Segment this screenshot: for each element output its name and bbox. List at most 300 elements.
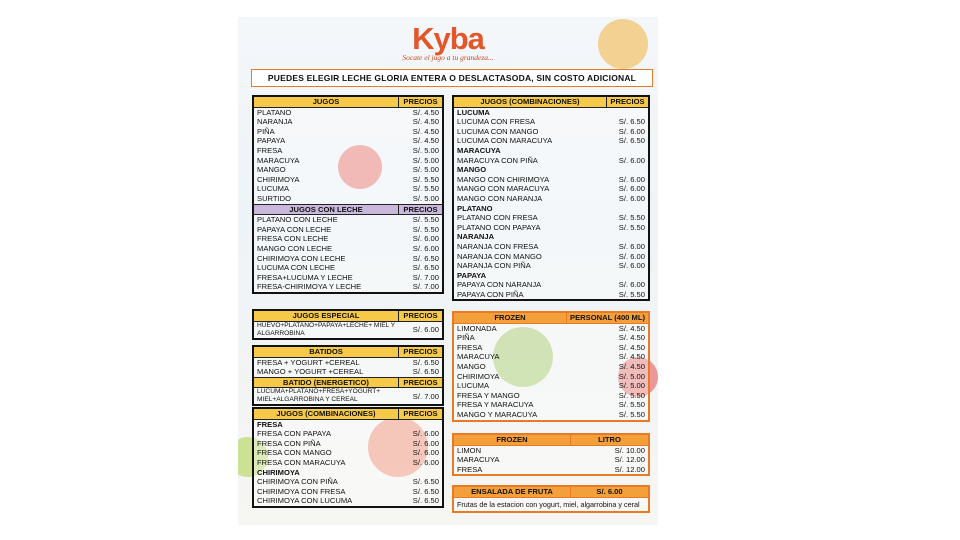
section-row — [453, 107, 649, 117]
currency-label: S/. — [412, 253, 423, 263]
price-cell — [607, 252, 650, 262]
menu-item-row — [453, 362, 649, 372]
price-cell — [567, 391, 649, 401]
section-label: NARANJA — [457, 232, 495, 242]
section-row — [453, 146, 649, 156]
currency-label: S/. — [618, 261, 629, 271]
item-name: SURTIDO — [257, 193, 292, 203]
item-price: 6.00 — [424, 448, 439, 458]
currency-label: S/. — [618, 390, 629, 400]
menu-item-row — [253, 487, 443, 497]
item-price: 6.50 — [424, 477, 439, 487]
currency-label: S/. — [412, 126, 423, 136]
currency-label: S/. — [412, 263, 423, 273]
price-cell — [567, 352, 649, 362]
price-cell — [399, 175, 444, 185]
item-price: 4.50 — [424, 107, 439, 117]
price-cell — [399, 263, 444, 273]
item-name: NARANJA CON MANGO — [457, 251, 542, 261]
item-price: 6.50 — [424, 367, 439, 377]
ensalada-description: Frutas de la estacion con yogurt, miel, algarrobina y ceral — [457, 499, 640, 509]
item-name: LUCUMA CON FRESA — [457, 117, 536, 127]
combinaciones-left-price-header: PRECIOS — [399, 408, 444, 419]
currency-label: S/. — [614, 445, 624, 455]
item-name: CHIRIMOYA CON PIÑA — [257, 477, 338, 487]
price-cell: S/. 7.00 — [412, 391, 439, 401]
currency-label: S/. — [618, 400, 629, 410]
price-cell — [567, 400, 649, 410]
price-cell — [399, 107, 444, 117]
item-name: FRESA CON PIÑA — [257, 438, 321, 448]
price-cell — [399, 496, 444, 507]
item-price: 4.50 — [630, 342, 645, 352]
menu-item-row — [453, 117, 649, 127]
currency-label: S/. — [618, 371, 629, 381]
item-price: 5.00 — [424, 145, 439, 155]
item-name: CHIRIMOYA — [457, 371, 500, 381]
menu-item-row — [253, 439, 443, 449]
ensalada-table — [452, 485, 650, 513]
combinaciones-right-table — [452, 95, 650, 301]
currency-label: S/. — [618, 352, 629, 362]
price-cell — [567, 333, 649, 343]
currency-label: S/. — [618, 409, 629, 419]
energetico-header: BATIDO (ENERGETICO) — [253, 377, 399, 388]
item-name: LUCUMA CON MARACUYA — [457, 136, 553, 146]
currency-label: S/. — [412, 486, 423, 496]
item-name: FRESA-CHIRIMOYA Y LECHE — [257, 282, 362, 292]
item-name: PLATANO CON FRESA — [457, 213, 538, 223]
item-price: 4.50 — [630, 323, 645, 333]
combinaciones-left-header: JUGOS (COMBINACIONES) — [253, 408, 399, 419]
menu-item-row — [453, 136, 649, 146]
item-price: 6.00 — [630, 184, 645, 194]
currency-label: S/. — [412, 324, 423, 334]
item-name: LUCUMA — [257, 184, 290, 194]
brand-tagline: Socate el jugo a tu grandeza... — [402, 53, 494, 62]
price-cell — [399, 165, 444, 175]
frozen-personal-size-header: PERSONAL (400 ML) — [567, 312, 649, 323]
combinaciones-right-header: JUGOS (COMBINACIONES) — [453, 96, 607, 107]
menu-item-row — [253, 107, 443, 117]
item-name: MANGO — [257, 165, 286, 175]
currency-label: S/. — [412, 117, 423, 127]
price-cell — [399, 184, 444, 194]
item-name: FRESA + YOGURT +CEREAL — [257, 357, 360, 367]
item-price: 6.00 — [630, 126, 645, 136]
menu-item-row — [253, 496, 443, 507]
currency-label: S/. — [412, 243, 423, 253]
item-price: 6.50 — [424, 263, 439, 273]
item-price: 5.50 — [424, 215, 439, 225]
item-name: MARACUYA — [457, 352, 500, 362]
price-cell — [607, 280, 650, 290]
currency-label: S/. — [618, 136, 629, 146]
currency-label: S/. — [412, 145, 423, 155]
frozen-personal-table — [452, 311, 650, 422]
item-name: FRESA Y MARACUYA — [457, 400, 534, 410]
milk-option-banner: PUEDES ELEGIR LECHE GLORIA ENTERA O DESLACTASODA, SIN COSTO ADICIONAL — [251, 69, 653, 87]
currency-label: S/. — [618, 342, 629, 352]
menu-item-row — [453, 175, 649, 185]
price-cell — [571, 455, 650, 465]
currency-label: S/. — [412, 457, 423, 467]
price-cell — [399, 146, 444, 156]
currency-label: S/. — [412, 429, 423, 439]
currency-label: S/. — [596, 487, 606, 496]
price-cell — [399, 458, 444, 468]
currency-label: S/. — [412, 391, 423, 401]
item-name: MANGO Y MARACUYA — [457, 409, 538, 419]
currency-label: S/. — [412, 184, 423, 194]
energetico-price-header: PRECIOS — [399, 377, 444, 388]
item-name: MARACUYA — [257, 155, 300, 165]
item-name: FRESA — [457, 342, 483, 352]
currency-label: S/. — [412, 282, 423, 292]
item-name: MANGO CON CHIRIMOYA — [457, 174, 550, 184]
section-label: CHIRIMOYA — [257, 467, 300, 477]
menu-item-row — [253, 458, 443, 468]
item-price: 5.00 — [630, 381, 645, 391]
item-name: MANGO + YOGURT +CEREAL — [257, 367, 364, 377]
price-cell — [607, 290, 650, 301]
menu-item-row — [453, 184, 649, 194]
menu-item-row — [453, 455, 649, 465]
menu-item-row — [453, 391, 649, 401]
item-price: 6.00 — [630, 155, 645, 165]
price-cell — [399, 156, 444, 166]
price-cell — [607, 213, 650, 223]
price-cell — [399, 477, 444, 487]
price-cell — [399, 194, 444, 204]
price-cell — [399, 244, 444, 254]
item-price: 6.00 — [630, 280, 645, 290]
price-cell — [399, 234, 444, 244]
price-cell — [399, 215, 444, 225]
menu-item-row — [453, 352, 649, 362]
currency-label: S/. — [618, 117, 629, 127]
currency-label: S/. — [618, 213, 629, 223]
item-name: LUCUMA CON MANGO — [457, 126, 539, 136]
price-cell — [567, 410, 649, 421]
menu-sheet — [238, 17, 658, 525]
section-label: FRESA — [257, 419, 283, 429]
section-label: LUCUMA — [457, 107, 490, 117]
currency-label: S/. — [412, 215, 423, 225]
item-price: 6.00 — [630, 261, 645, 271]
menu-item-row — [253, 282, 443, 293]
currency-label: S/. — [412, 448, 423, 458]
item-name: MANGO CON MARACUYA — [457, 184, 550, 194]
item-name: PLATANO — [257, 107, 292, 117]
price-cell — [399, 448, 444, 458]
price-cell — [567, 372, 649, 382]
menu-item-row — [253, 429, 443, 439]
price-cell — [607, 223, 650, 233]
item-name: PIÑA — [257, 126, 275, 136]
item-price: 5.50 — [424, 184, 439, 194]
item-name: PLATANO CON PAPAYA — [457, 222, 541, 232]
item-price: 10.00 — [625, 445, 645, 455]
price-cell — [399, 127, 444, 137]
currency-label: S/. — [412, 193, 423, 203]
jugos-price-header: PRECIOS — [399, 96, 444, 107]
currency-label: S/. — [618, 333, 629, 343]
price-cell — [607, 194, 650, 204]
section-row — [253, 468, 443, 478]
menu-item-row — [253, 263, 443, 273]
item-price: 6.50 — [424, 496, 439, 506]
currency-label: S/. — [618, 222, 629, 232]
brand-logo — [238, 23, 658, 62]
item-price: 6.00 — [630, 193, 645, 203]
item-price: 5.00 — [424, 165, 439, 175]
currency-label: S/. — [412, 107, 423, 117]
item-name: PLATANO CON LECHE — [257, 215, 338, 225]
item-name: PAPAYA — [257, 136, 286, 146]
menu-item-row — [253, 234, 443, 244]
item-name: MANGO CON NARANJA — [457, 193, 543, 203]
currency-label: S/. — [614, 464, 624, 474]
item-name: PAPAYA CON NARANJA — [457, 280, 542, 290]
menu-item-row — [253, 165, 443, 175]
section-label: MARACUYA — [457, 145, 501, 155]
item-name: FRESA CON MARACUYA — [257, 457, 346, 467]
item-name: MANGO CON LECHE — [257, 243, 333, 253]
item-price: 5.50 — [630, 390, 645, 400]
item-price: 5.00 — [424, 155, 439, 165]
price-cell — [399, 254, 444, 264]
price-cell — [607, 117, 650, 127]
item-name: FRESA CON PAPAYA — [257, 429, 332, 439]
currency-label: S/. — [412, 357, 423, 367]
menu-item-row — [253, 367, 443, 377]
menu-item-row — [253, 244, 443, 254]
menu-item-row — [253, 273, 443, 283]
item-price: 6.00 — [424, 457, 439, 467]
currency-label: S/. — [618, 174, 629, 184]
menu-item-row — [453, 261, 649, 271]
item-price: 6.00 — [424, 243, 439, 253]
combinaciones-right-price-header: PRECIOS — [607, 96, 650, 107]
price-cell — [567, 362, 649, 372]
item-name: NARANJA — [257, 117, 293, 127]
price-cell — [399, 429, 444, 439]
menu-item-row — [253, 194, 443, 204]
item-name: LUCUMA — [457, 381, 490, 391]
item-name: FRESA CON LECHE — [257, 234, 329, 244]
menu-item-row — [453, 156, 649, 166]
price-cell — [399, 487, 444, 497]
item-price: 6.00 — [424, 438, 439, 448]
menu-item-row — [253, 127, 443, 137]
section-row — [453, 204, 649, 214]
item-price: 6.50 — [424, 486, 439, 496]
frozen-litro-header: FROZEN — [453, 434, 571, 445]
item-price: 6.50 — [424, 357, 439, 367]
item-name: PAPAYA CON LECHE — [257, 224, 332, 234]
price-cell — [607, 127, 650, 137]
item-price: 5.00 — [630, 371, 645, 381]
item-name: CHIRIMOYA — [257, 174, 300, 184]
currency-label: S/. — [412, 367, 423, 377]
menu-item-row — [253, 184, 443, 194]
item-name: FRESA — [257, 145, 283, 155]
menu-item-row — [253, 357, 443, 367]
section-label: PLATANO — [457, 203, 493, 213]
menu-item-row — [253, 254, 443, 264]
item-price: 4.50 — [630, 333, 645, 343]
price-cell — [607, 156, 650, 166]
menu-item-row — [253, 146, 443, 156]
menu-item-row — [453, 333, 649, 343]
item-price: 6.00 — [424, 234, 439, 244]
menu-item-row — [453, 280, 649, 290]
price-cell — [399, 273, 444, 283]
currency-label: S/. — [412, 165, 423, 175]
currency-label: S/. — [412, 155, 423, 165]
item-price: 5.00 — [424, 193, 439, 203]
combinaciones-left-table — [252, 407, 444, 508]
item-price: 6.00 — [630, 251, 645, 261]
price-cell — [571, 445, 650, 455]
currency-label: S/. — [618, 361, 629, 371]
menu-item-row — [453, 400, 649, 410]
item-price: 5.50 — [630, 213, 645, 223]
item-price: 7.00 — [424, 282, 439, 292]
currency-label: S/. — [618, 184, 629, 194]
item-price: 5.50 — [424, 224, 439, 234]
brand-name: Kyba — [412, 21, 484, 56]
item-name: MANGO — [457, 361, 486, 371]
item-price: 4.50 — [424, 136, 439, 146]
item-name: LIMONADA — [457, 323, 497, 333]
frozen-litro-size-header: LITRO — [571, 434, 650, 445]
item-price: 5.50 — [630, 400, 645, 410]
menu-item-row — [453, 223, 649, 233]
item-price: 5.50 — [630, 222, 645, 232]
batidos-table — [252, 345, 444, 406]
item-price: 12.00 — [625, 464, 645, 474]
item-name: CHIRIMOYA CON FRESA — [257, 486, 346, 496]
menu-item-row — [453, 213, 649, 223]
currency-label: S/. — [412, 174, 423, 184]
item-price: 6.00 — [630, 174, 645, 184]
menu-item-row — [453, 323, 649, 333]
menu-item-row — [453, 252, 649, 262]
price-cell — [399, 439, 444, 449]
price-cell — [399, 357, 444, 367]
currency-label: S/. — [412, 234, 423, 244]
item-price: 6.50 — [630, 117, 645, 127]
currency-label: S/. — [618, 155, 629, 165]
price-cell — [607, 184, 650, 194]
item-name: MARACUYA CON PIÑA — [457, 155, 538, 165]
price-cell — [567, 343, 649, 353]
menu-item-row — [253, 136, 443, 146]
menu-item-row — [253, 156, 443, 166]
ensalada-price: S/. 6.00 — [571, 486, 650, 497]
currency-label: S/. — [618, 241, 629, 251]
item-name: FRESA — [457, 464, 483, 474]
item-name: FRESA Y MANGO — [457, 390, 520, 400]
especial-description: HUEVO+PLATANO+PAPAYA+LECHE+ MIEL Y ALGARROBINA — [257, 321, 396, 337]
especial-price-header: PRECIOS — [399, 310, 444, 321]
price-cell — [399, 225, 444, 235]
item-price: 7.00 — [424, 272, 439, 282]
leche-header: JUGOS CON LECHE — [253, 204, 399, 215]
batidos-header: BATIDOS — [253, 346, 399, 357]
energetico-description: LUCUMA+PLATANO+FRESA+YOGURT+ MIEL+ALGARROBINA Y CEREAL — [257, 388, 381, 404]
item-price: 4.50 — [424, 117, 439, 127]
jugos-header: JUGOS — [253, 96, 399, 107]
currency-label: S/. — [412, 438, 423, 448]
item-name: NARANJA CON PIÑA — [457, 261, 531, 271]
item-name: FRESA CON MANGO — [257, 448, 332, 458]
section-row — [453, 232, 649, 242]
frozen-personal-header: FROZEN — [453, 312, 567, 323]
item-name: LUCUMA CON LECHE — [257, 263, 336, 273]
frozen-litro-table — [452, 433, 650, 476]
menu-item-row — [253, 117, 443, 127]
item-name: FRESA+LUCUMA Y LECHE — [257, 272, 353, 282]
item-price: 12.00 — [625, 455, 645, 465]
price-cell — [399, 136, 444, 146]
price-cell — [399, 117, 444, 127]
item-price: 4.50 — [630, 352, 645, 362]
currency-label: S/. — [618, 280, 629, 290]
item-price: 5.50 — [630, 289, 645, 299]
currency-label: S/. — [412, 136, 423, 146]
currency-label: S/. — [618, 193, 629, 203]
item-price: 5.50 — [424, 174, 439, 184]
price-cell — [567, 323, 649, 333]
section-label: MANGO — [457, 165, 487, 175]
price-cell — [607, 175, 650, 185]
jugos-table — [252, 95, 444, 294]
price-cell — [567, 381, 649, 391]
currency-label: S/. — [618, 251, 629, 261]
price-cell — [399, 282, 444, 293]
price-cell — [607, 242, 650, 252]
item-price: 6.00 — [424, 429, 439, 439]
currency-label: S/. — [412, 477, 423, 487]
item-price: 4.50 — [424, 126, 439, 136]
section-row — [453, 165, 649, 175]
item-name: CHIRIMOYA CON LUCUMA — [257, 496, 353, 506]
currency-label: S/. — [614, 455, 624, 465]
currency-label: S/. — [412, 272, 423, 282]
menu-item-row — [453, 381, 649, 391]
price-cell — [607, 261, 650, 271]
item-price: 4.50 — [630, 361, 645, 371]
currency-label: S/. — [412, 496, 423, 506]
menu-item-row — [253, 215, 443, 225]
batidos-price-header: PRECIOS — [399, 346, 444, 357]
ensalada-header: ENSALADA DE FRUTA — [453, 486, 571, 497]
menu-item-row — [453, 465, 649, 476]
menu-item-row — [253, 448, 443, 458]
especial-table — [252, 309, 444, 340]
price-cell — [399, 367, 444, 377]
menu-item-row — [453, 290, 649, 301]
menu-item-row — [453, 242, 649, 252]
menu-item-row — [453, 194, 649, 204]
menu-item-row — [453, 372, 649, 382]
item-name: NARANJA CON FRESA — [457, 241, 539, 251]
currency-label: S/. — [618, 323, 629, 333]
item-name: LIMON — [457, 445, 482, 455]
